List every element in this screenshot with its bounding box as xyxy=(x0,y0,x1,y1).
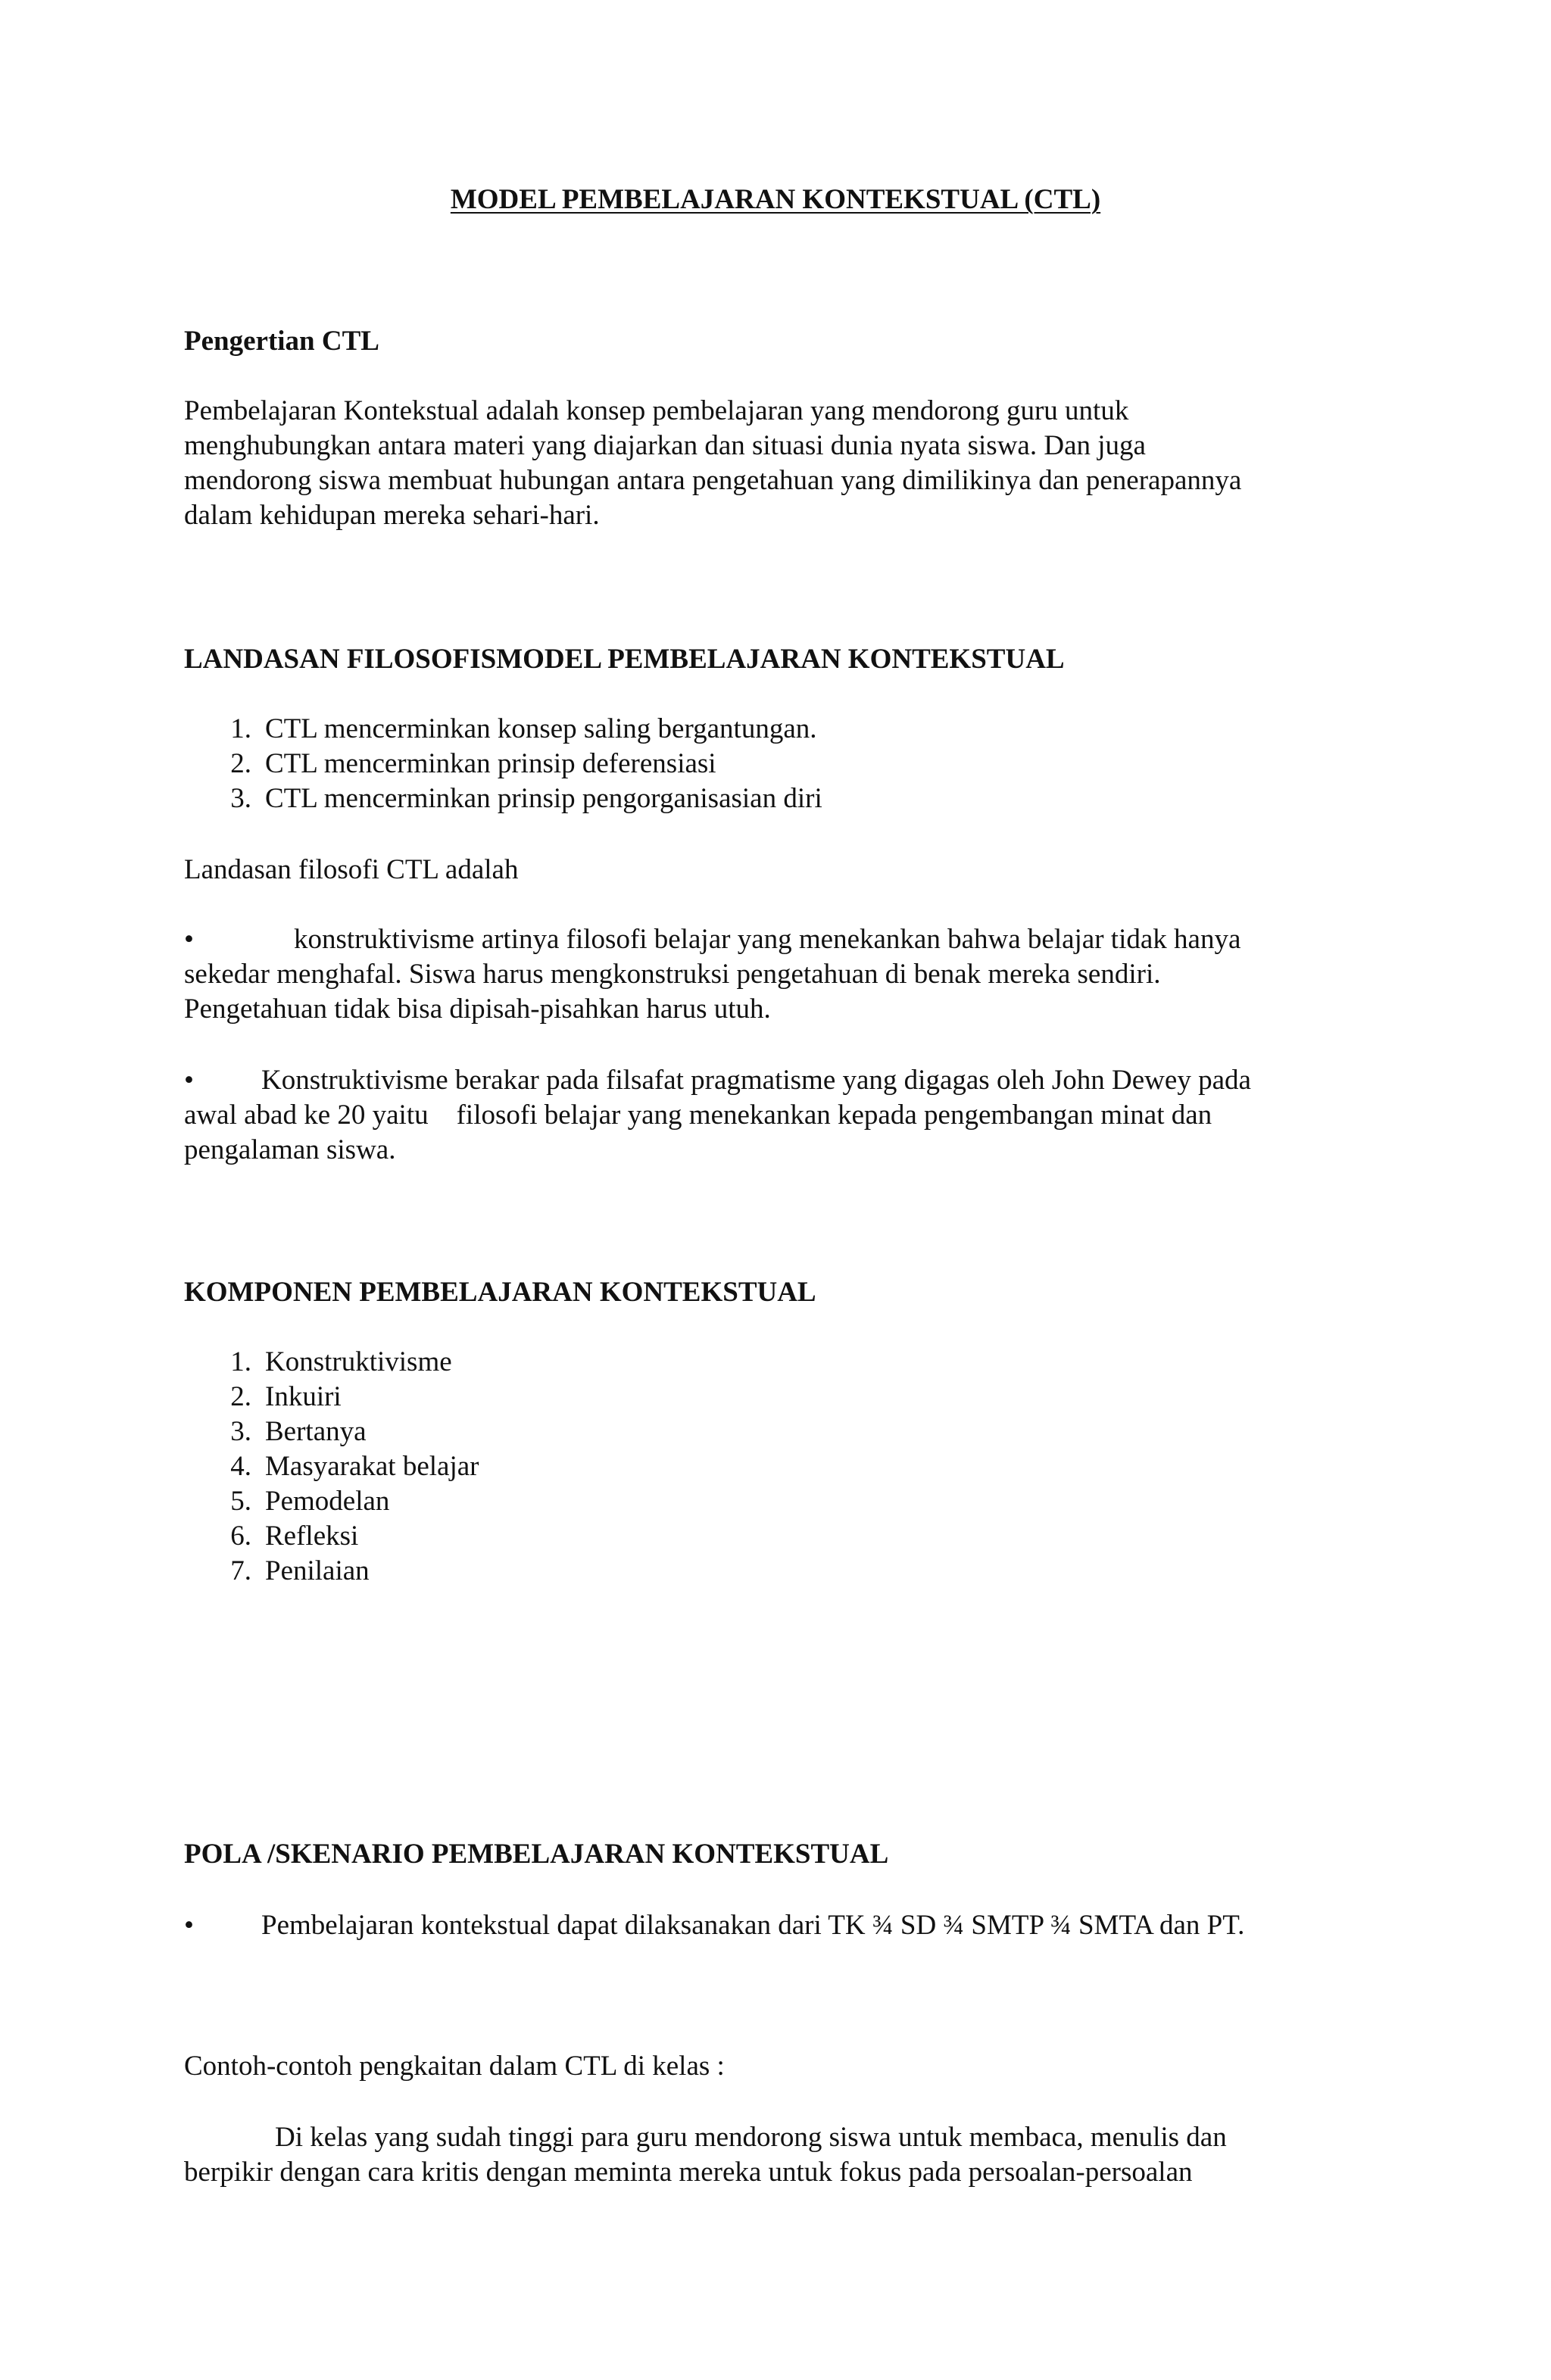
paragraph-contoh-heading: Contoh-contoh pengkaitan dalam CTL di kelas : xyxy=(184,2051,725,2082)
list-text: CTL mencerminkan konsep saling bergantungan. xyxy=(265,713,817,744)
section-heading-pola: POLA /SKENARIO PEMBELAJARAN KONTEKSTUAL xyxy=(184,1839,889,1870)
list-item xyxy=(206,1345,452,1380)
list-number: 4. xyxy=(230,1451,251,1482)
paragraph-line: mendorong siswa membuat hubungan antara pengetahuan yang dimilikinya dan penerapannya xyxy=(184,465,1242,496)
paragraph-line: berpikir dengan cara kritis dengan meminta mereka untuk fokus pada persoalan-persoalan xyxy=(184,2157,1193,2188)
list-number: 3. xyxy=(230,1416,251,1447)
list-item xyxy=(206,712,817,747)
paragraph-line: dalam kehidupan mereka sehari-hari. xyxy=(184,500,600,531)
list-text: CTL mencerminkan prinsip pengorganisasian diri xyxy=(265,783,822,814)
list-number: 2. xyxy=(230,748,251,779)
list-item xyxy=(206,1484,389,1519)
bullet-text-line: Konstruktivisme berakar pada filsafat pragmatisme yang digagas oleh John Dewey pada xyxy=(261,1065,1251,1096)
list-item xyxy=(206,1415,367,1449)
list-number: 1. xyxy=(230,713,251,744)
list-number: 3. xyxy=(230,783,251,814)
list-text: Inkuiri xyxy=(265,1381,342,1412)
bullet-text-line: Pengetahuan tidak bisa dipisah-pisahkan harus utuh. xyxy=(184,993,771,1025)
list-item xyxy=(206,747,716,781)
bullet-text-line: pengalaman siswa. xyxy=(184,1134,396,1165)
list-number: 1. xyxy=(230,1346,251,1377)
list-number: 7. xyxy=(230,1555,251,1586)
list-text: Masyarakat belajar xyxy=(265,1451,479,1482)
bullet-symbol: • xyxy=(184,1065,194,1096)
section-heading-landasan: LANDASAN FILOSOFISMODEL PEMBELAJARAN KONTEKSTUAL xyxy=(184,644,1065,675)
paragraph-intro: Landasan filosofi CTL adalah xyxy=(184,854,519,885)
list-text: Refleksi xyxy=(265,1521,359,1552)
bullet-symbol: • xyxy=(184,924,194,955)
bullet-text-line: konstruktivisme artinya filosofi belajar yang menekankan bahwa belajar tidak hanya xyxy=(294,924,1241,955)
bullet-text-line: awal abad ke 20 yaitu filosofi belajar yang menekankan kepada pengembangan minat dan xyxy=(184,1100,1212,1131)
list-item xyxy=(206,1380,342,1415)
list-item xyxy=(206,1554,370,1589)
list-item xyxy=(206,1449,479,1484)
paragraph-line: menghubungkan antara materi yang diajarkan dan situasi dunia nyata siswa. Dan juga xyxy=(184,430,1146,461)
bullet-text-line: Pembelajaran kontekstual dapat dilaksanakan dari TK ¾ SD ¾ SMTP ¾ SMTA dan PT. xyxy=(261,1910,1245,1941)
list-text: Konstruktivisme xyxy=(265,1346,452,1377)
document-title: MODEL PEMBELAJARAN KONTEKSTUAL (CTL) xyxy=(450,184,1101,215)
bullet-symbol: • xyxy=(184,1910,194,1941)
section-heading-komponen: KOMPONEN PEMBELAJARAN KONTEKSTUAL xyxy=(184,1277,816,1308)
list-item xyxy=(206,1519,358,1554)
list-number: 5. xyxy=(230,1486,251,1517)
list-text: CTL mencerminkan prinsip deferensiasi xyxy=(265,748,716,779)
bullet-text-line: sekedar menghafal. Siswa harus mengkonstruksi pengetahuan di benak mereka sendiri. xyxy=(184,959,1161,990)
list-number: 2. xyxy=(230,1381,251,1412)
list-text: Bertanya xyxy=(265,1416,367,1447)
section-heading-pengertian: Pengertian CTL xyxy=(184,326,379,357)
paragraph-line: Pembelajaran Kontekstual adalah konsep pembelajaran yang mendorong guru untuk xyxy=(184,395,1129,426)
list-number: 6. xyxy=(230,1521,251,1552)
list-text: Penilaian xyxy=(265,1555,370,1586)
paragraph-line: Di kelas yang sudah tinggi para guru mendorong siswa untuk membaca, menulis dan xyxy=(275,2122,1227,2153)
list-text: Pemodelan xyxy=(265,1486,390,1517)
list-item xyxy=(206,781,822,816)
